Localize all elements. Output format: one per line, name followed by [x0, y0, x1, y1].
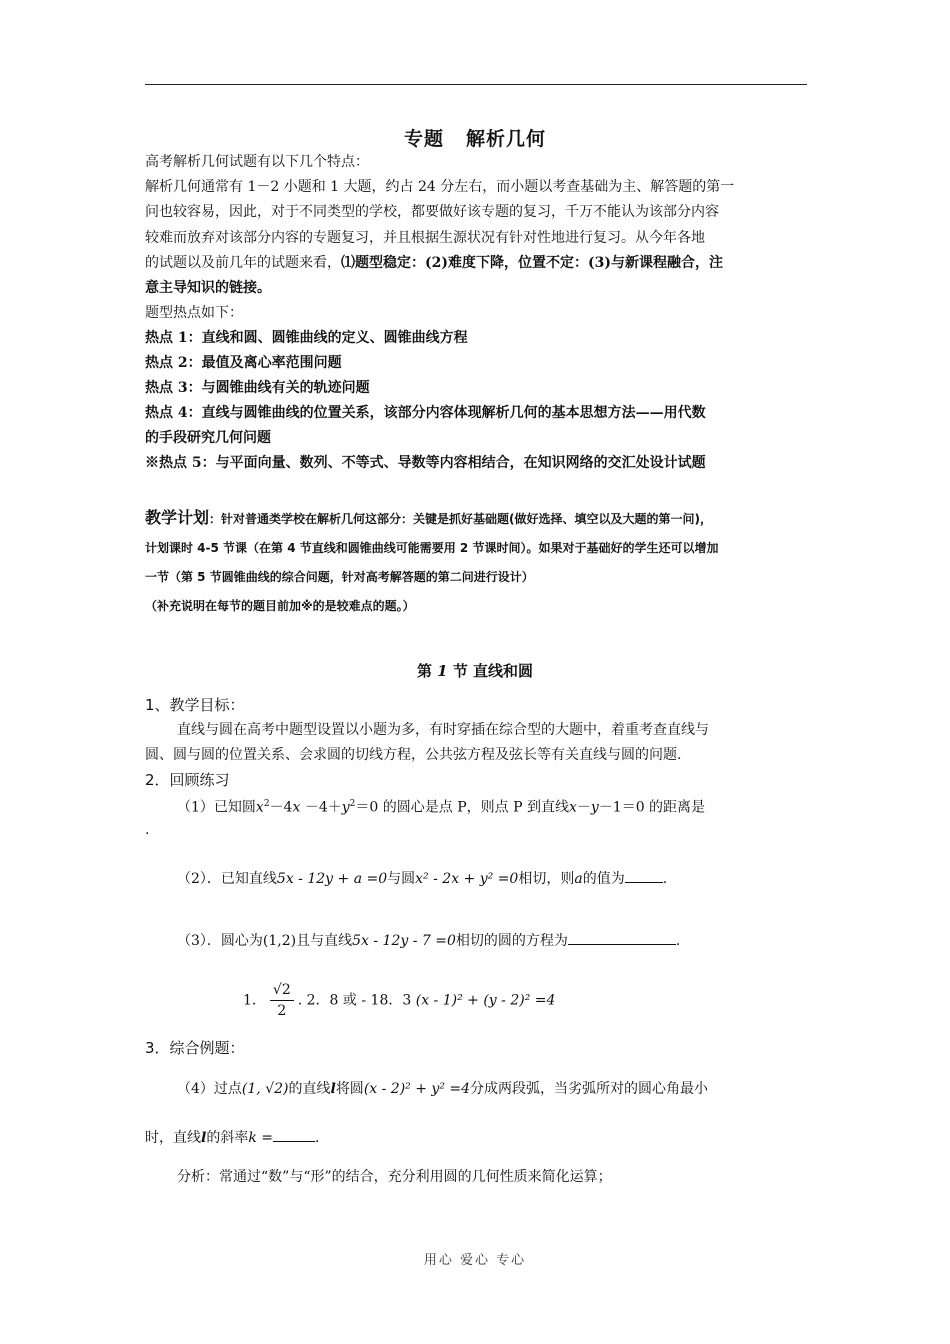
- intro-paragraph-line: 解析几何通常有 1－2 小题和 1 大题，约占 24 分左右，而小题以考查基础为主、解答题的第一: [145, 179, 735, 195]
- answers-line: 1． $\frac{√2}{2}$ . 2．8 或 - 18．3 (x - 1)² + (y - 2)² =4: [243, 982, 556, 1019]
- hot-point-5: ※热点 5：与平面向量、数列、不等式、导数等内容相结合，在知识网络的交汇处设计试题: [145, 455, 706, 471]
- goal-text: 直线与圆在高考中题型设置以小题为多，有时穿插在综合型的大题中，着重考查直线与: [177, 722, 709, 738]
- hot-point-2: 热点 2：最值及离心率范围问题: [145, 355, 342, 371]
- goal-heading: 1、教学目标：: [145, 696, 245, 714]
- section-title: 第 1 节 直线和圆: [416, 662, 534, 680]
- review-heading: 2．回顾练习: [145, 771, 230, 789]
- hot-point-1: 热点 1：直线和圆、圆锥曲线的定义、圆锥曲线方程: [145, 330, 468, 346]
- hot-point-3: 热点 3：与圆锥曲线有关的轨迹问题: [145, 380, 370, 396]
- answer-blank[interactable]: [625, 868, 663, 883]
- fraction: $\frac{√2}{2}$: [270, 980, 294, 1021]
- hot-point-4-cont: 的手段研究几何问题: [145, 430, 271, 446]
- goal-text: 圆、圆与圆的位置关系、会求圆的切线方程，公共弦方程及弦长等有关直线与圆的问题.: [145, 747, 682, 763]
- question-3: （3）．圆心为(1,2)且与直线5x - 12y - 7 =0相切的圆的方程为 .: [177, 930, 680, 951]
- intro-lead: 高考解析几何试题有以下几个特点：: [145, 154, 369, 170]
- header-rule: [145, 84, 807, 85]
- question-4: （4）过点(1, √2)的直线l将圆(x - 2)² + y² =4分成两段弧，当劣弧所对的圆心角最小: [177, 1081, 709, 1097]
- hot-lead: 题型热点如下：: [145, 305, 243, 321]
- answer-blank[interactable]: [568, 930, 676, 945]
- analysis: 分析：常通过“数”与“形”的结合，充分利用圆的几何性质来简化运算；: [177, 1169, 612, 1185]
- question-1-end: .: [145, 822, 150, 838]
- question-2: （2）．已知直线5x - 12y + a =0与圆x² - 2x + y² =0相切，则a的值为 .: [177, 868, 667, 889]
- plan-line-2: 计划课时 4-5 节课（在第 4 节直线和圆锥曲线可能需要用 2 节课时间）。如果对于基础好的学生还可以增加: [145, 541, 719, 555]
- intro-paragraph-line: 问也较容易，因此，对于不同类型的学校，都要做好该专题的复习，千万不能认为该部分内容: [145, 204, 719, 220]
- example-heading: 3．综合例题：: [145, 1039, 245, 1057]
- footer: 用心 爱心 专心: [423, 1253, 527, 1268]
- plan-note: （补充说明在每节的题目前加※的是较难点的题。）: [145, 599, 415, 613]
- answer-blank[interactable]: [273, 1127, 315, 1142]
- intro-paragraph-line: 的试题以及前几年的试题来看，⑴题型稳定：(2)难度下降，位置不定：(3)与新课程融合，注: [145, 255, 723, 271]
- intro-paragraph-line: 较难而放弃对该部分内容的专题复习，并且根据生源状况有针对性地进行复习。从今年各地: [145, 230, 705, 246]
- plan-line-1: 教学计划：针对普通类学校在解析几何这部分：关键是抓好基础题(做好选择、填空以及大题的第一问)，: [145, 508, 712, 527]
- hot-point-4: 热点 4：直线与圆锥曲线的位置关系，该部分内容体现解析几何的基本思想方法——用代数: [145, 405, 706, 421]
- page-title: 专题 解析几何: [403, 128, 547, 150]
- question-1: （1）已知圆$x^2-4x -4+y^2=0$ 的圆心是点 P，则点 P 到直线x－y－1＝0 的距离是: [177, 799, 706, 816]
- question-4-cont: 时，直线l的斜率k = .: [145, 1127, 319, 1148]
- plan-line-3: 一节（第 5 节圆锥曲线的综合问题，针对高考解答题的第二问进行设计）: [145, 570, 534, 584]
- intro-paragraph-line: 意主导知识的链接。: [145, 280, 271, 296]
